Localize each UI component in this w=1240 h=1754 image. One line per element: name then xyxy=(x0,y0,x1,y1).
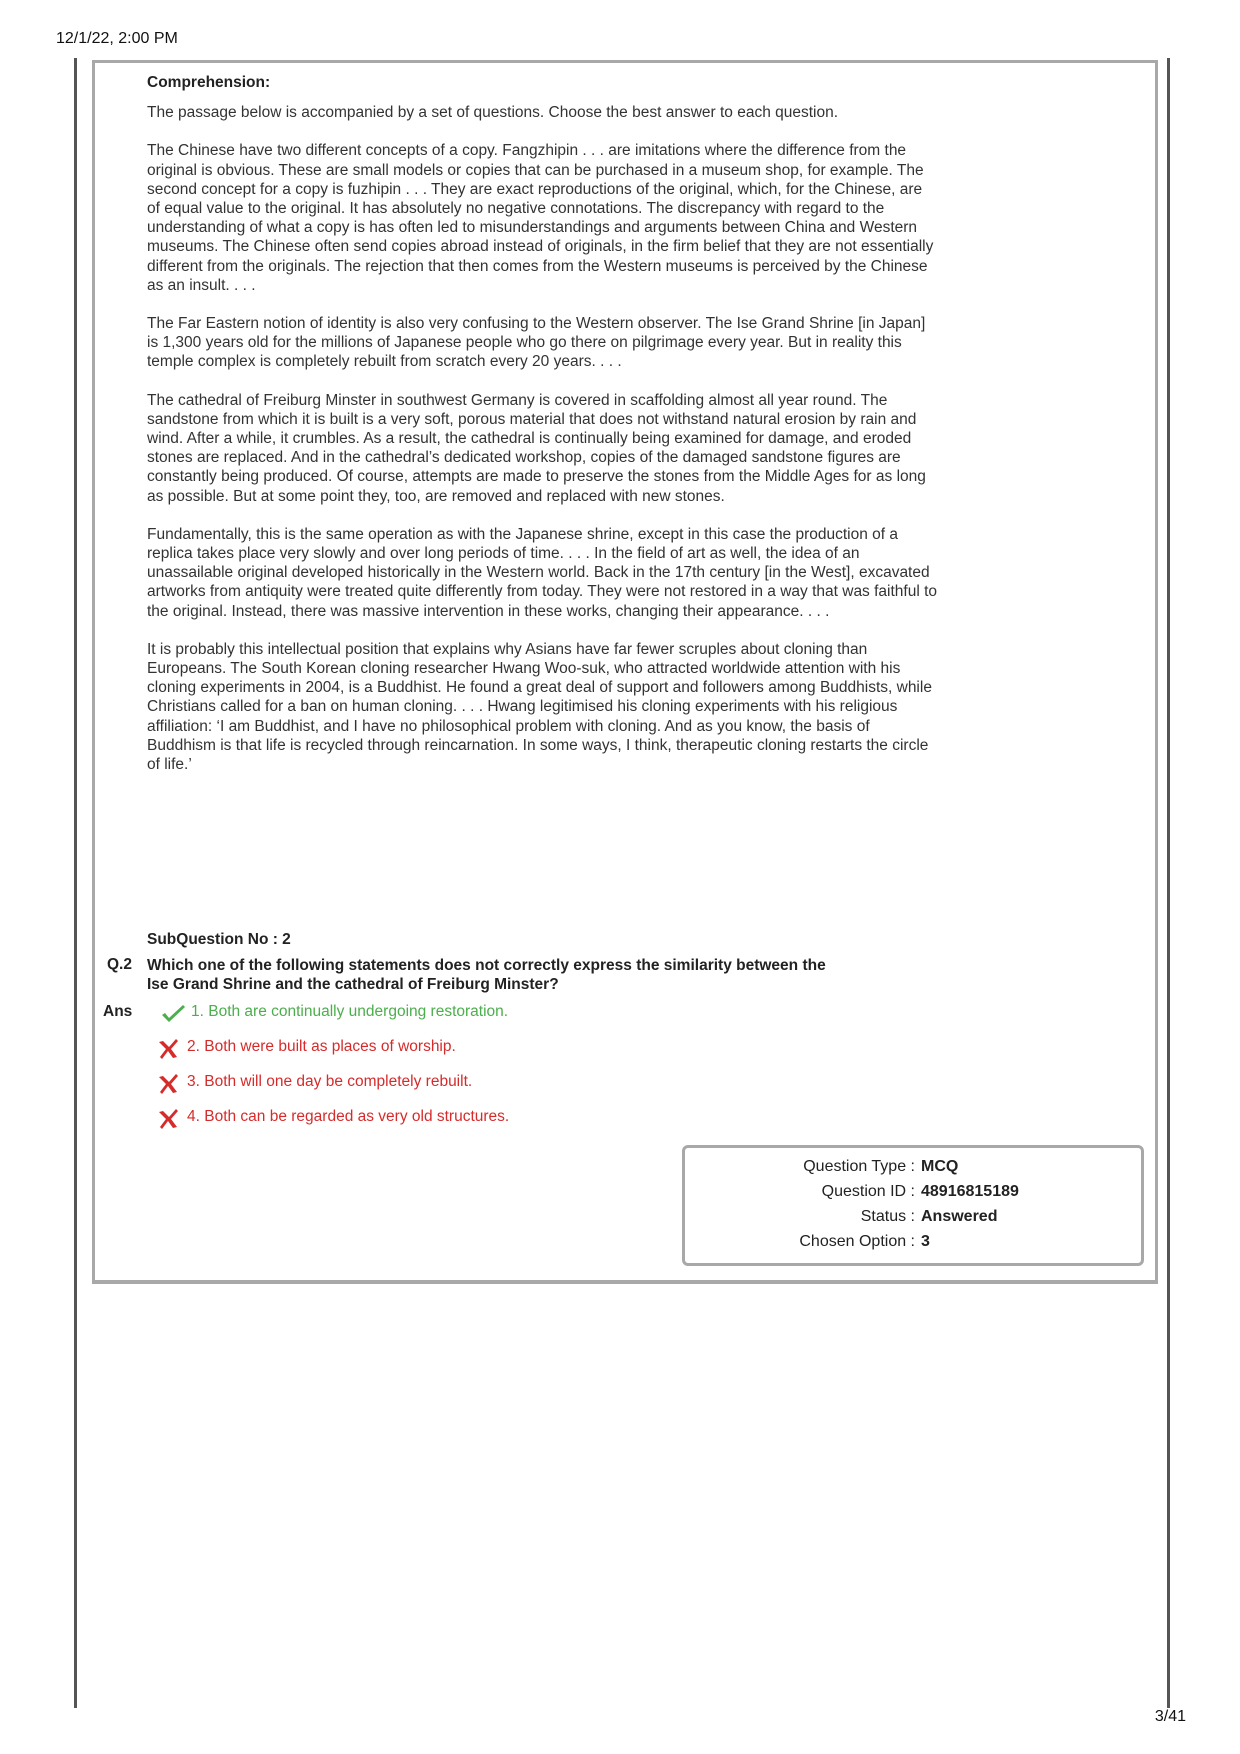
left-border-rule xyxy=(74,58,77,1708)
option-label: 3. Both will one day be completely rebuilt. xyxy=(187,1073,473,1090)
cross-icon xyxy=(155,1073,185,1095)
page-number: 3/41 xyxy=(1154,1708,1186,1725)
answer-options xyxy=(155,1003,509,1143)
question-type-label: Question Type : xyxy=(803,1158,915,1175)
question-id-value: 48916815189 xyxy=(921,1183,1019,1200)
cross-icon xyxy=(155,1108,185,1130)
info-row-status xyxy=(685,1204,1141,1229)
question-number: Q.2 xyxy=(107,956,132,973)
passage-paragraph-5: It is probably this intellectual position that explains why Asians have far fewer scruples about cloning than Europeans. The South Korean cloning researcher Hwang Woo-suk, who attracted worldwide attention with his cloning experiments in 2004, is a Buddhist. He found a great deal of support and followers among Buddhists, while Christians called for a ban on human cloning. . . . Hwang legitimised his cloning experiments with his religious affiliation: ‘I am Buddhist, and I have no philosophical problem with cloning. And as you know, the basis of Buddhism is that life is recycled through reincarnation. In some ways, I think, therapeutic cloning restarts the circle of life.’ xyxy=(147,640,932,774)
info-row-type xyxy=(685,1154,1141,1179)
option-2 xyxy=(155,1038,509,1073)
comprehension-passage xyxy=(147,73,937,793)
right-border-rule xyxy=(1167,58,1170,1708)
chosen-option-value: 3 xyxy=(921,1233,930,1250)
comprehension-title: Comprehension: xyxy=(147,74,271,91)
status-label: Status : xyxy=(860,1208,915,1225)
option-3 xyxy=(155,1073,509,1108)
passage-paragraph-1: The Chinese have two different concepts of a copy. Fangzhipin . . . are imitations where the difference from the original is obvious. These are small models or copies that can be purchased in a museum shop, for example. The second concept for a copy is fuzhipin . . . They are exact reproductions of the original, which, for the Chinese, are of equal value to the original. It has absolutely no negative connotations. The discrepancy with regard to the understanding of what a copy is has often led to misunderstandings and arguments between China and Western museums. The Chinese often send copies abroad instead of originals, in the firm belief that they are not essentially different from the originals. The rejection that then comes from the Western museums is perceived by the Chinese as an insult. . . . xyxy=(147,142,934,294)
question-type-value: MCQ xyxy=(921,1158,959,1175)
info-row-id xyxy=(685,1179,1141,1204)
question-card xyxy=(92,60,1158,1284)
passage-paragraph-4: Fundamentally, this is the same operation as with the Japanese shrine, except in this case the production of a replica takes place very slowly and over long periods of time. . . . In the field of art as well, the idea of an unassailable original developed historically in the Western world. Back in the 17th century [in the West], excavated artworks from antiquity were treated quite differently from today. They were not restored in a way that was faithful to the original. Instead, there was massive intervention in these works, changing their appearance. . . . xyxy=(147,525,938,620)
status-value: Answered xyxy=(921,1208,998,1225)
passage-paragraph-3: The cathedral of Freiburg Minster in southwest Germany is covered in scaffolding almost all year round. The sandstone from which it is built is a very soft, porous material that does not withstand natural erosion by rain and wind. After a while, it crumbles. As a result, the cathedral is continually being examined for damage, and eroded stones are replaced. And in the cathedral’s dedicated workshop, copies of the damaged sandstone figures are constantly being produced. Of course, attempts are made to preserve the stones from the Middle Ages for as long as possible. But at some point they, too, are removed and replaced with new stones. xyxy=(147,391,926,505)
passage-intro: The passage below is accompanied by a set of questions. Choose the best answer to each question. xyxy=(147,104,839,122)
subquestion-number: SubQuestion No : 2 xyxy=(147,931,291,948)
check-icon xyxy=(159,1003,189,1025)
header-timestamp: 12/1/22, 2:00 PM xyxy=(56,30,178,47)
answer-label: Ans xyxy=(103,1003,133,1020)
option-1 xyxy=(155,1003,509,1038)
option-label: 2. Both were built as places of worship. xyxy=(187,1038,456,1055)
cross-icon xyxy=(155,1038,185,1060)
option-4 xyxy=(155,1108,509,1143)
passage-paragraph-2: The Far Eastern notion of identity is also very confusing to the Western observer. The Ise Grand Shrine [in Japan] is 1,300 years old for the millions of Japanese people who go there on pilgrimage every year. But in reality this temple complex is completely rebuilt from scratch every 20 years. . . . xyxy=(147,315,926,371)
chosen-option-label: Chosen Option : xyxy=(799,1233,915,1250)
question-text: Which one of the following statements does not correctly express the similarity between the Ise Grand Shrine and the cathedral of Freiburg Minster? xyxy=(147,957,826,994)
question-info-box xyxy=(682,1145,1144,1266)
option-label: 1. Both are continually undergoing restoration. xyxy=(191,1003,509,1020)
info-row-chosen xyxy=(685,1229,1141,1254)
question-id-label: Question ID : xyxy=(821,1183,915,1200)
option-label: 4. Both can be regarded as very old structures. xyxy=(187,1108,510,1125)
